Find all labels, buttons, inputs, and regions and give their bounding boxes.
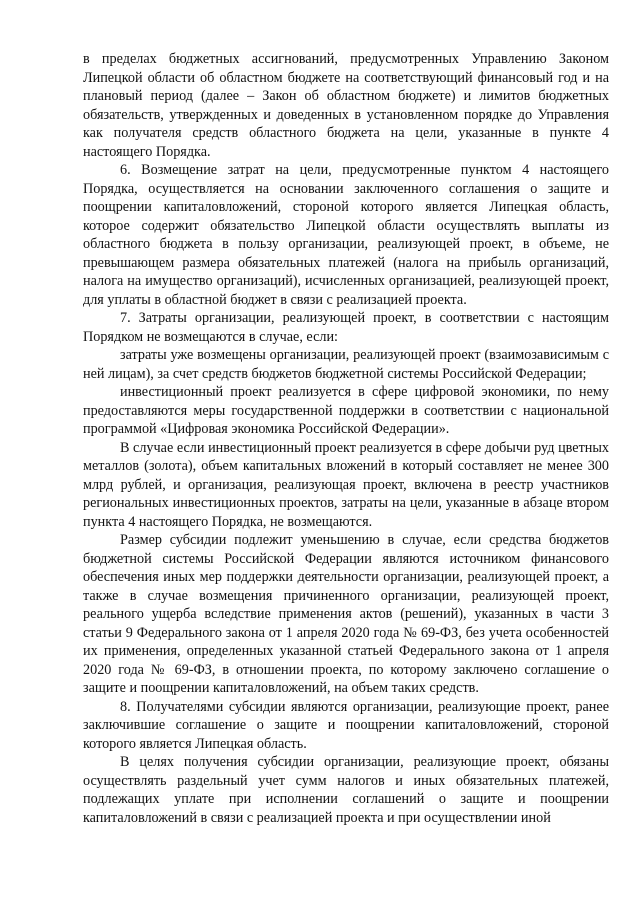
paragraph-subsidy-reduction: Размер субсидии подлежит уменьшению в случае, если средства бюджетов бюджетной системы Российской Федерации являются источником финансового обеспечения иных мер поддержки деятельности организации, реализующей проект, а также в случае возмещения причиненного организации, реализующей проект, реального ущерба вследствие применения актов (решений), указанных в части 3 статьи 9 Федерального закона от 1 апреля 2020 года № 69-ФЗ, без учета особенностей их применения, определенных указанной статьей Федерального закона от 1 апреля 2020 года № 69-ФЗ, в отношении проекта, по которому заключено соглашение о защите и поощрении капиталовложений, на объем таких средств. bbox=[83, 532, 609, 696]
paragraph-digital-economy: инвестиционный проект реализуется в сфере цифровой экономики, по нему предоставляются меры государственной поддержки в соответствии с национальной программой «Цифровая экономика Российской Федерации». bbox=[83, 384, 609, 437]
paragraph-item-7: 7. Затраты организации, реализующей проект, в соответствии с настоящим Порядком не возмещаются в случае, если: bbox=[83, 310, 609, 345]
paragraph-gold-mining: В случае если инвестиционный проект реализуется в сфере добычи руд цветных металлов (золота), объем капитальных вложений в который составляет не менее 300 млрд рублей, и организация, реализующая проект, включена в реестр участников региональных инвестиционных проектов, затраты на цели, указанные в абзаце втором пункта 4 настоящего Порядка, не возмещаются. bbox=[83, 439, 609, 530]
paragraph-item-8: 8. Получателями субсидии являются организации, реализующие проект, ранее заключившие соглашение о защите и поощрении капиталовложений, стороной которого является Липецкая область. bbox=[83, 698, 609, 752]
paragraph-separate-accounting: В целях получения субсидии организации, реализующие проект, обязаны осуществлять раздельный учет сумм налогов и иных обязательных платежей, подлежащих уплате при исполнении соглашений о защите и поощрении капиталовложений в связи с реализацией проекта и при осуществлении иной bbox=[83, 754, 609, 826]
paragraph-item-6: 6. Возмещение затрат на цели, предусмотренные пунктом 4 настоящего Порядка, осуществляется на основании заключенного соглашения о защите и поощрении капиталовложений, стороной которого является Липецкая область, которое содержит обязательство Липецкой области осуществлять выплаты из областного бюджета в пользу организации, реализующей проект, в объеме, не превышающем размера обязательных платежей (налога на прибыль организаций, налога на имущество организаций), исчисленных организацией, реализующей проект, для уплаты в областной бюджет в связи с реализацией проекта. bbox=[83, 162, 609, 308]
paragraph-budget-limits: в пределах бюджетных ассигнований, предусмотренных Управлению Законом Липецкой области об областном бюджете на соответствующий финансовый год и на плановый период (далее – Закон об областном бюджете) и лимитов бюджетных обязательств, утвержденных и доведенных в установленном порядке до Управления как получателя средств областного бюджета на цели, указанные в пункте 4 настоящего Порядка. bbox=[83, 51, 609, 160]
document-page bbox=[83, 50, 609, 827]
paragraph-costs-reimbursed: затраты уже возмещены организации, реализующей проект (взаимозависимым с ней лицам), за счет средств бюджетов бюджетной системы Российской Федерации; bbox=[83, 347, 609, 382]
